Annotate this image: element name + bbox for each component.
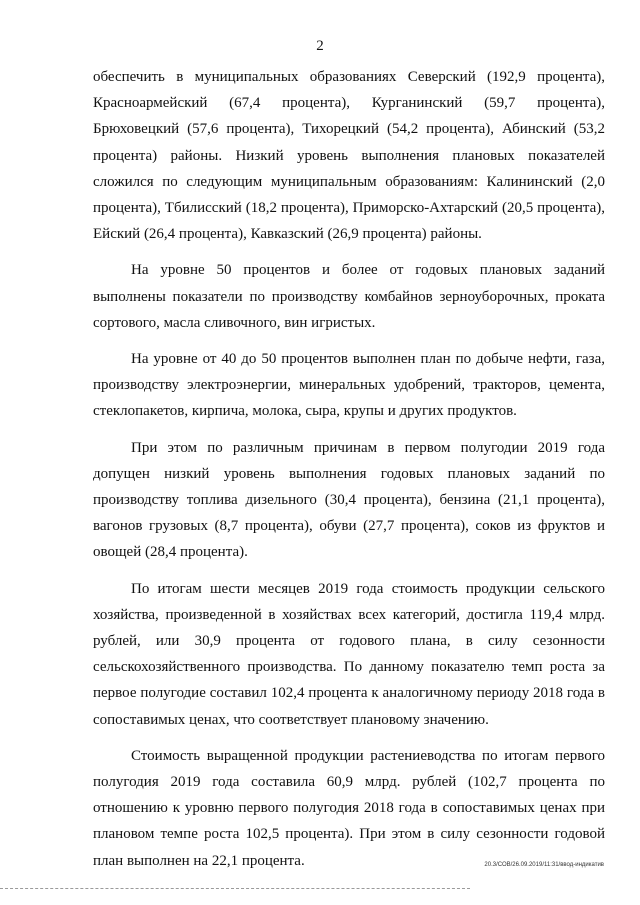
scan-dash-line <box>0 888 470 889</box>
paragraph-40-50-percent: На уровне от 40 до 50 процентов выполнен план по добыче нефти, газа, производству электроэнергии, минеральных удобрений, тракторов, цемента, стеклопакетов, кирпича, молока, сыра, крупы и других продуктов. <box>93 351 605 420</box>
paragraph-50-percent: На уровне 50 процентов и более от годовых плановых заданий выполнены показатели по производству комбайнов зерноуборочных, проката сортового, масла сливочного, вин игристых. <box>93 262 605 331</box>
footer-document-code: 20.3/СОВ/26.09.2019/11:31/ввод-индикатив <box>484 862 604 868</box>
paragraph-crop-production: Стоимость выращенной продукции растениеводства по итогам первого полугодия 2019 года составила 60,9 млрд. рублей (102,7 процента по отношению к уровню первого полугодия 2018 года в сопоставимых ценах при плановом темпе роста 102,5 процента). При этом в силу сезонности годовой план выполнен на 22,1 процента. <box>93 747 605 869</box>
document-body <box>93 64 605 874</box>
paragraph-low-level: При этом по различным причинам в первом полугодии 2019 года допущен низкий уровень выполнения годовых плановых заданий по производству топлива дизельного (30,4 процента), бензина (21,1 процента), вагонов грузовых (8,7 процента), обуви (27,7 процента), соков из фруктов и овощей (28,4 процента). <box>93 439 605 561</box>
paragraph-agriculture: По итогам шести месяцев 2019 года стоимость продукции сельского хозяйства, произведенной в хозяйствах всех категорий, достигла 119,4 млрд. рублей, или 30,9 процента от годового плана, в силу сезонности сельскохозяйственного производства. По данному показателю темп роста за первое полугодие составил 102,4 процента к аналогичному периоду 2018 года в сопоставимых ценах, что соответствует плановому значению. <box>93 580 605 728</box>
paragraph-continuation: обеспечить в муниципальных образованиях Северский (192,9 процента), Красноармейский (67,4 процента), Курганинский (59,7 процента), Брюховецкий (57,6 процента), Тихорецкий (54,2 процента), Абинский (53,2 процента) районы. Низкий уровень выполнения плановых показателей сложился по следующим муниципальным образованиям: Калининский (2,0 процента), Тбилисский (18,2 процента), Приморско-Ахтарский (20,5 процента), Ейский (26,4 процента), Кавказский (26,9 процента) районы. <box>93 69 605 243</box>
page-number: 2 <box>316 38 324 54</box>
